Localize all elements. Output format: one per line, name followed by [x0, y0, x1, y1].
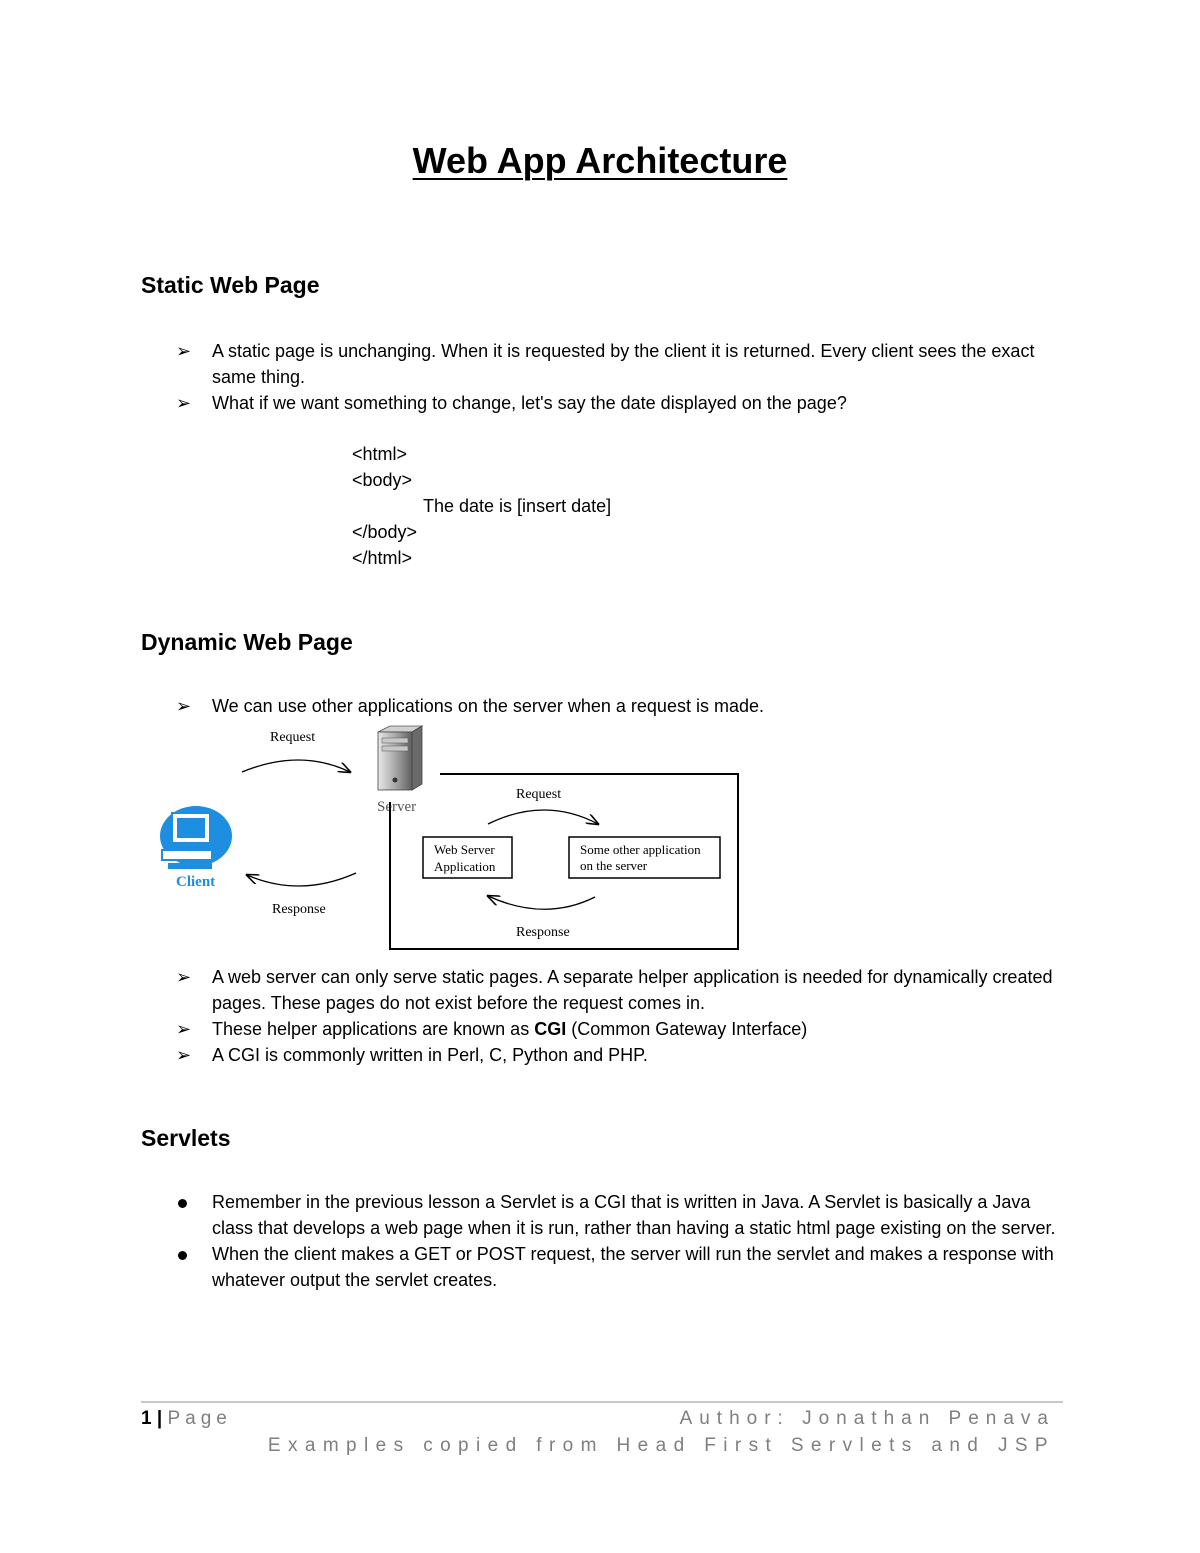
- code-line: The date is [insert date]: [423, 496, 612, 516]
- inner-request-arrow: [488, 810, 598, 824]
- arrow-bullet-icon: ➢: [176, 1019, 192, 1039]
- web-server-app-line: Web Server: [434, 842, 495, 857]
- page-number: 1: [141, 1408, 152, 1429]
- other-app-line: Some other application: [580, 842, 701, 857]
- list-item: ➢ These helper applications are known as CGI (Common Gateway Interface): [176, 1016, 1066, 1042]
- section-heading-dynamic: Dynamic Web Page: [141, 629, 353, 655]
- static-bullet-list: [176, 338, 1066, 416]
- computer-icon: [160, 806, 232, 869]
- page-number-footer: [141, 1408, 232, 1430]
- list-item: ➢ A web server can only serve static pages. A separate helper application is needed for dynamically created pages. These pages do not exist before the request comes in.: [176, 964, 1066, 1016]
- response-arrow: [247, 873, 356, 886]
- web-server-app-line: Application: [434, 859, 496, 874]
- list-item: ➢ What if we want something to change, let's say the date displayed on the page?: [176, 390, 1066, 416]
- web-architecture-diagram: [150, 720, 750, 960]
- section-heading-servlets: Servlets: [141, 1125, 231, 1151]
- dynamic-intro-list: [176, 693, 1066, 719]
- list-item: ➢ We can use other applications on the server when a request is made.: [176, 693, 1066, 719]
- other-app-line: on the server: [580, 858, 648, 873]
- list-item: ➢ A CGI is commonly written in Perl, C, Python and PHP.: [176, 1042, 1066, 1068]
- client-label: Client: [176, 874, 216, 890]
- list-item: Remember in the previous lesson a Servlet is a CGI that is written in Java. A Servlet is basically a Java class that develops a web page when it is run, rather than having a static html page existing on the server.: [176, 1189, 1066, 1241]
- page-title: Web App Architecture: [412, 140, 788, 181]
- inner-request-label: Request: [516, 787, 562, 802]
- arrow-bullet-icon: ➢: [176, 696, 192, 716]
- request-label: Request: [270, 730, 316, 745]
- inner-response-label: Response: [516, 925, 570, 940]
- code-line: <body>: [352, 470, 413, 490]
- section-heading-static: Static Web Page: [141, 272, 320, 298]
- server-label: Server: [377, 799, 417, 815]
- response-label: Response: [272, 902, 326, 917]
- footer-author: Author: Jonathan Penava: [679, 1408, 1055, 1429]
- request-arrow: [242, 760, 350, 772]
- list-item: When the client makes a GET or POST request, the server will run the servlet and makes a response with whatever output the servlet creates.: [176, 1241, 1066, 1293]
- page-separator: |: [156, 1408, 163, 1429]
- arrow-bullet-icon: ➢: [176, 1045, 192, 1065]
- cgi-term: CGI: [534, 1019, 567, 1039]
- code-line: </html>: [352, 548, 413, 568]
- bullet-dot-icon: [178, 1251, 187, 1260]
- code-line: </body>: [352, 522, 418, 542]
- footer-divider: [141, 1401, 1063, 1403]
- arrow-bullet-icon: ➢: [176, 393, 192, 413]
- bullet-dot-icon: [178, 1199, 187, 1208]
- code-line: <html>: [352, 444, 408, 464]
- dynamic-bullet-list: [176, 964, 1066, 1068]
- inner-response-arrow: [488, 896, 595, 909]
- arrow-bullet-icon: ➢: [176, 341, 192, 361]
- footer-source: Examples copied from Head First Servlets and JSP: [267, 1435, 1055, 1456]
- list-item: ➢ A static page is unchanging. When it is requested by the client it is returned. Every client sees the exact same thing.: [176, 338, 1066, 390]
- page-label: Page: [167, 1408, 232, 1429]
- arrow-bullet-icon: ➢: [176, 967, 192, 987]
- servlets-bullet-list: [176, 1189, 1066, 1293]
- server-tower-icon: [378, 726, 422, 790]
- html-code-snippet: [352, 441, 611, 571]
